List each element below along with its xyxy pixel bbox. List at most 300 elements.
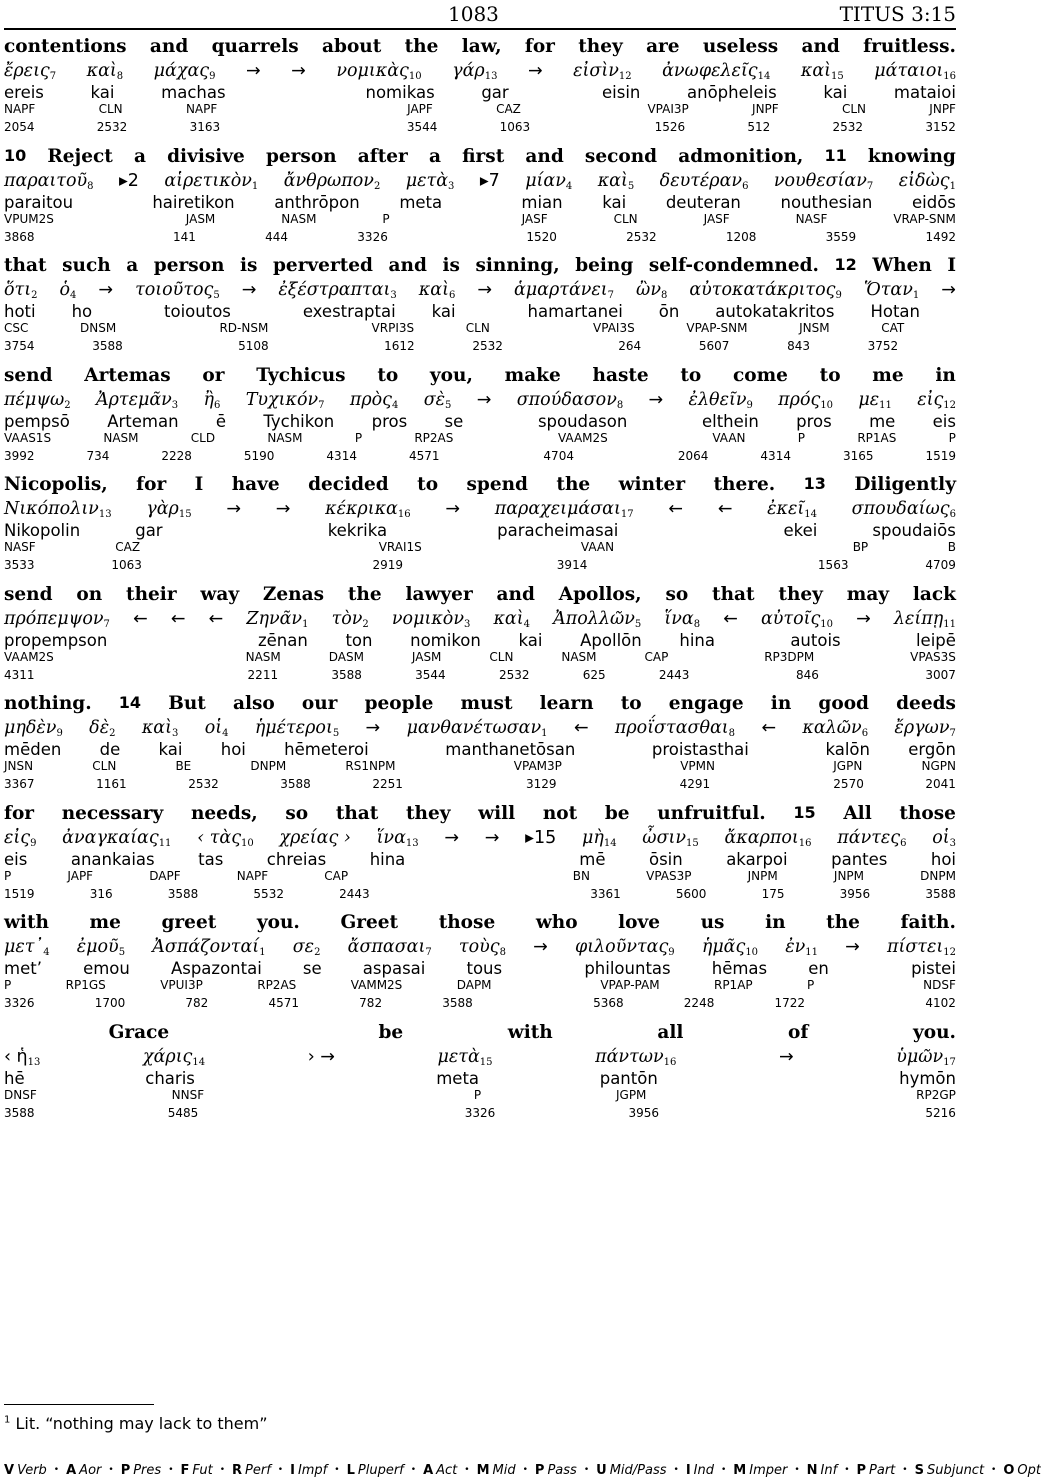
english-line xyxy=(4,474,956,500)
transliteration: ōn xyxy=(658,302,680,321)
greek-text: Ἀπολλῶν xyxy=(553,608,635,629)
greek-text: ← xyxy=(723,608,738,629)
footnote-rule xyxy=(4,1404,154,1405)
legend-key: I xyxy=(685,1462,691,1478)
word-order-number: 10 xyxy=(408,71,422,82)
transliteration: eisin xyxy=(601,83,641,102)
strongs-number: 3129 xyxy=(526,777,557,791)
word-order-number: 13 xyxy=(98,509,112,520)
english-word: to xyxy=(680,364,702,386)
greek-text: πρὸς xyxy=(349,389,392,410)
parsing-code: NASF xyxy=(4,540,36,554)
transliteration: autokatakritos xyxy=(715,302,835,321)
english-word: with xyxy=(507,1021,553,1043)
parsing-code: NASM xyxy=(245,649,281,664)
transliteration: kekrika xyxy=(327,521,388,540)
greek-word xyxy=(205,718,229,742)
word-order-number: 1 xyxy=(302,618,309,630)
legend-value: Imper xyxy=(749,1462,788,1478)
greek-text: ← xyxy=(717,499,733,519)
legend-value: Subjunct xyxy=(926,1462,985,1478)
parsing-code: CLN xyxy=(465,321,490,335)
word-order-number: 17 xyxy=(943,1056,956,1068)
parsing-code: NAPF xyxy=(236,868,269,883)
page-number: 1083 xyxy=(448,2,499,26)
greek-text: καὶ xyxy=(493,608,524,629)
strongs-number: 3956 xyxy=(839,886,871,901)
verse-block xyxy=(0,584,960,694)
english-word: so xyxy=(665,583,689,605)
greek-text: ἄκαρποι xyxy=(724,827,799,848)
english-line xyxy=(4,36,956,62)
greek-text: σπούδασον xyxy=(516,389,617,410)
greek-text: με xyxy=(858,389,880,410)
english-word: a xyxy=(133,145,146,167)
strongs-number: 3752 xyxy=(867,339,899,353)
transliteration: pros xyxy=(796,411,832,431)
greek-text: δὲ xyxy=(89,718,110,738)
greek-word xyxy=(246,61,261,85)
greek-text: → xyxy=(365,718,381,738)
parsing-code: DNSM xyxy=(80,321,117,335)
strongs-number: 2532 xyxy=(472,339,503,353)
strongs-number: 5532 xyxy=(253,886,284,901)
word-order-number: 14 xyxy=(757,71,771,82)
verse-block xyxy=(0,365,960,475)
parsing-code: P xyxy=(354,430,363,445)
strongs-number: 2443 xyxy=(339,886,370,901)
greek-word xyxy=(525,828,556,852)
word-order-number: 9 xyxy=(668,947,675,958)
greek-text: ἄσπασαι xyxy=(347,937,426,957)
greek-word xyxy=(255,718,339,742)
greek-word xyxy=(477,390,492,414)
greek-text: κέκρικα xyxy=(325,499,398,519)
strongs-number: 1612 xyxy=(384,339,415,353)
legend-separator: • xyxy=(794,1465,800,1475)
transliteration: kai xyxy=(158,740,183,759)
greek-text: → xyxy=(291,61,306,81)
strongs-number: 2211 xyxy=(247,667,279,682)
greek-text: → xyxy=(484,827,500,848)
legend-item xyxy=(915,1463,984,1478)
english-word: law, xyxy=(461,36,502,57)
strongs-number: 3588 xyxy=(167,886,199,901)
english-word: winter xyxy=(618,474,686,495)
greek-text: τοὺς xyxy=(458,937,500,957)
english-word: lack xyxy=(912,583,956,605)
strongs-number: 1700 xyxy=(94,996,126,1010)
english-word: Reject xyxy=(47,145,113,167)
transliteration: eis xyxy=(932,411,956,431)
strongs-number: 3367 xyxy=(4,777,35,791)
greek-text: καὶ xyxy=(597,170,628,191)
greek-text: → xyxy=(226,499,241,519)
parsing-code-line xyxy=(4,321,956,337)
word-order-number: 2 xyxy=(64,399,71,411)
greek-word xyxy=(595,1047,676,1071)
word-order-number: 15 xyxy=(479,1056,493,1068)
english-word: will xyxy=(478,802,516,824)
greek-text: ‹ ἡ xyxy=(4,1046,28,1067)
english-word: unfruitful. xyxy=(657,802,766,824)
parsing-code: VRPI3S xyxy=(371,321,415,335)
english-word: Zenas xyxy=(262,583,325,605)
greek-word xyxy=(724,828,811,852)
english-word: make xyxy=(504,364,561,386)
greek-word xyxy=(485,828,500,852)
english-word: about xyxy=(322,36,382,57)
verse-block xyxy=(0,474,960,584)
transliteration: proistasthai xyxy=(651,740,749,759)
verse-block xyxy=(0,36,960,146)
parsing-code: VRAI1S xyxy=(378,540,422,554)
english-word: are xyxy=(646,36,680,57)
greek-word xyxy=(284,171,381,195)
transliteration: Tychikon xyxy=(263,411,335,431)
parsing-code: RP3DPM xyxy=(764,649,815,664)
legend-item xyxy=(4,1463,47,1478)
strongs-number-line xyxy=(4,777,956,793)
strongs-number: 2041 xyxy=(925,777,956,791)
transliteration: ton xyxy=(345,630,373,650)
english-word: fruitless. xyxy=(863,36,956,57)
parsing-code: VPAP-SNM xyxy=(686,321,748,335)
greek-text: οἱ xyxy=(932,827,950,848)
transliteration: kalōn xyxy=(825,740,870,759)
greek-text: Νικόπολιν xyxy=(4,499,99,519)
parsing-code: JAPF xyxy=(407,102,433,116)
english-word: Artemas xyxy=(84,364,171,386)
parsing-code: CLN xyxy=(92,759,117,773)
word-order-number: 4 xyxy=(70,290,77,301)
transliteration: exestraptai xyxy=(302,302,396,321)
greek-word xyxy=(291,61,306,85)
english-word: us xyxy=(700,912,725,933)
parsing-code: JNPF xyxy=(929,102,956,116)
english-word: spend xyxy=(466,474,528,495)
english-word: to xyxy=(377,364,399,386)
legend-value: Inf xyxy=(820,1462,838,1478)
legend-separator: • xyxy=(219,1465,225,1475)
parsing-code: CLD xyxy=(190,430,216,445)
parsing-code: DAPF xyxy=(149,868,181,883)
parsing-code-line xyxy=(4,102,956,118)
parsing-code-line xyxy=(4,212,956,228)
greek-text: νομικὰς xyxy=(336,61,409,81)
greek-word xyxy=(761,609,833,633)
parsing-code: VPAS3S xyxy=(910,649,956,664)
english-word: learn xyxy=(539,693,594,714)
word-order-number: 16 xyxy=(798,837,812,849)
parsing-code: RS1NPM xyxy=(345,759,396,773)
greek-word xyxy=(4,1047,40,1071)
greek-text: ‹ τὰς xyxy=(197,827,242,848)
parsing-code: CLN xyxy=(98,102,123,116)
english-word: faith. xyxy=(900,912,956,933)
legend-item xyxy=(535,1463,577,1478)
greek-word xyxy=(87,61,124,85)
greek-text: › → xyxy=(307,1046,335,1067)
strongs-number: 2248 xyxy=(683,996,715,1010)
english-word: they xyxy=(406,802,451,824)
parsing-code: CAZ xyxy=(496,102,521,116)
strongs-number: 4102 xyxy=(925,996,956,1010)
parsing-code: BE xyxy=(175,759,192,773)
transliteration: paracheimasai xyxy=(497,521,619,540)
english-word: way xyxy=(200,583,240,605)
greek-text: Ἀσπάζονταί xyxy=(152,937,260,957)
english-word: self-condemned. xyxy=(648,255,819,276)
word-order-number: 13 xyxy=(484,71,498,82)
english-word: But xyxy=(168,693,206,714)
transliteration: mian xyxy=(521,192,563,212)
strongs-number: 3326 xyxy=(4,996,35,1010)
transliteration: kai xyxy=(90,83,115,102)
word-order-number: 4 xyxy=(523,618,530,630)
parsing-code: JNSM xyxy=(799,321,830,335)
strongs-number: 141 xyxy=(173,229,196,244)
greek-line xyxy=(4,280,956,304)
greek-word xyxy=(171,609,186,633)
greek-text: ὢν xyxy=(636,280,661,300)
parsing-code: VPAI3S xyxy=(593,321,635,335)
word-order-number: 3 xyxy=(949,837,956,849)
english-word: who xyxy=(535,912,578,933)
strongs-number: 2532 xyxy=(96,120,128,134)
parsing-code: DASM xyxy=(328,649,364,664)
greek-text: → xyxy=(779,1046,794,1067)
legend-separator: • xyxy=(168,1465,174,1475)
greek-text: μετ᾽ xyxy=(4,937,44,957)
english-word: and xyxy=(388,255,427,276)
strongs-number-line xyxy=(4,1106,956,1122)
parsing-code: DAPM xyxy=(456,978,492,992)
greek-word xyxy=(332,609,369,633)
greek-word xyxy=(143,1047,205,1071)
strongs-number: 5190 xyxy=(243,448,275,463)
greek-text: σε xyxy=(292,937,315,957)
greek-line xyxy=(4,718,956,742)
english-word: you. xyxy=(256,912,300,933)
greek-text: καὶ xyxy=(800,61,832,81)
greek-word xyxy=(894,609,956,633)
greek-text: γὰρ xyxy=(146,499,179,519)
parsing-code: DNSF xyxy=(4,1087,37,1102)
legend-value: Part xyxy=(869,1462,896,1478)
greek-word xyxy=(779,1047,794,1071)
legend-separator: • xyxy=(277,1465,284,1475)
english-word: they xyxy=(778,583,823,605)
strongs-number: 4704 xyxy=(543,448,574,463)
word-order-number: 5 xyxy=(445,399,452,411)
english-word: Tychicus xyxy=(256,364,346,386)
legend-item xyxy=(423,1463,457,1478)
parsing-code: RP2AS xyxy=(414,430,454,445)
greek-word xyxy=(4,718,63,742)
greek-text: Ὅταν xyxy=(863,280,913,300)
parsing-code-line xyxy=(4,978,956,994)
strongs-number: 5368 xyxy=(593,996,624,1010)
strongs-number: 3165 xyxy=(842,448,874,463)
greek-text: ἔρεις xyxy=(4,61,50,81)
word-order-number: 6 xyxy=(448,290,456,301)
english-word: that xyxy=(335,802,379,824)
parsing-code: JASM xyxy=(185,211,216,226)
parsing-code: P xyxy=(382,211,390,226)
word-order-number: 8 xyxy=(728,728,736,739)
transliteration-line xyxy=(4,193,956,214)
word-order-number: 6 xyxy=(949,509,956,520)
parsing-code: RP1GS xyxy=(65,978,106,992)
english-line xyxy=(4,1022,956,1048)
strongs-number: 846 xyxy=(795,667,819,682)
strongs-number: 3533 xyxy=(4,558,35,572)
word-order-number: 1 xyxy=(912,290,920,301)
strongs-number-line xyxy=(4,339,956,355)
parsing-code: CLN xyxy=(841,102,867,116)
strongs-number: 2532 xyxy=(188,777,219,791)
greek-word xyxy=(932,828,956,852)
verse-block xyxy=(0,146,960,256)
greek-text: γάρ xyxy=(452,61,485,81)
english-word: Nicopolis, xyxy=(4,474,108,495)
greek-word xyxy=(242,280,257,304)
word-order-number: 6 xyxy=(900,837,907,849)
english-word: knowing xyxy=(867,145,956,167)
strongs-number-line xyxy=(4,120,956,136)
word-order-number: 5 xyxy=(627,180,635,192)
transliteration: en xyxy=(808,959,829,978)
greek-word xyxy=(575,937,675,961)
strongs-number: 2443 xyxy=(658,667,690,682)
greek-word xyxy=(574,718,589,742)
transliteration: Apollōn xyxy=(580,630,642,650)
greek-text: λείπῃ xyxy=(893,608,944,629)
legend-item xyxy=(66,1463,101,1478)
strongs-number: 1722 xyxy=(774,996,806,1010)
greek-text: ἐλθεῖν xyxy=(688,389,747,410)
transliteration: elthein xyxy=(701,411,759,431)
word-order-number: 13 xyxy=(405,837,419,849)
transliteration: hē xyxy=(4,1068,25,1088)
parsing-code: NGPN xyxy=(921,759,956,773)
greek-text: σὲ xyxy=(423,389,446,410)
word-order-number: 8 xyxy=(693,618,701,630)
parsing-code: VAMM2S xyxy=(350,978,403,992)
strongs-number: 3588 xyxy=(925,886,956,901)
greek-text: δευτέραν xyxy=(659,170,743,191)
greek-word xyxy=(533,937,548,961)
parsing-code: CLN xyxy=(613,211,638,226)
transliteration: hina xyxy=(679,630,715,650)
greek-word xyxy=(4,390,71,414)
parsing-code: P xyxy=(4,868,12,883)
greek-word xyxy=(615,718,735,742)
greek-line xyxy=(4,499,956,523)
transliteration: hymōn xyxy=(899,1068,956,1088)
strongs-number: 5108 xyxy=(238,339,269,353)
parsing-code: JNPF xyxy=(752,102,779,116)
legend-key: L xyxy=(346,1462,355,1478)
greek-text: → xyxy=(533,937,548,957)
greek-word xyxy=(246,390,325,414)
greek-text: αὐτοκατάκριτος xyxy=(689,280,836,300)
strongs-number: 175 xyxy=(761,886,785,901)
greek-word xyxy=(325,499,411,523)
parsing-code-line xyxy=(4,540,956,556)
word-order-number: 17 xyxy=(620,509,634,520)
english-word: have xyxy=(231,474,280,495)
english-word: in xyxy=(935,364,956,386)
greek-text: πάντες xyxy=(837,827,901,848)
transliteration: nouthesian xyxy=(780,192,873,212)
greek-word xyxy=(4,609,110,633)
english-word: love xyxy=(618,912,661,933)
english-word: the xyxy=(826,912,860,933)
parsing-code: RP1AP xyxy=(713,978,753,992)
greek-text: οἱ xyxy=(204,718,223,738)
legend-key: F xyxy=(180,1462,190,1478)
greek-word xyxy=(887,937,956,961)
strongs-number: 3956 xyxy=(628,1105,659,1120)
legend-separator: • xyxy=(583,1465,590,1475)
legend-value: Ind xyxy=(693,1462,714,1478)
strongs-number: 5216 xyxy=(925,1105,956,1120)
strongs-number: 1563 xyxy=(817,558,849,572)
legend-separator: • xyxy=(720,1465,727,1475)
word-order-number: 14 xyxy=(603,837,617,849)
transliteration: hina xyxy=(369,849,406,869)
word-order-number: 2 xyxy=(109,728,116,739)
english-word: for xyxy=(524,36,555,57)
transliteration: ereis xyxy=(4,83,44,102)
strongs-number: 1519 xyxy=(925,448,956,463)
english-word: of xyxy=(788,1021,809,1043)
word-order-number: 7 xyxy=(318,399,325,411)
greek-word xyxy=(761,718,776,742)
english-word: person xyxy=(153,255,225,276)
transliteration: ho xyxy=(71,302,93,321)
greek-word xyxy=(689,390,753,414)
parsing-code: NNSF xyxy=(171,1087,205,1102)
english-word: sinning, xyxy=(475,255,560,276)
greek-word xyxy=(142,718,179,742)
greek-text: ἡμέτεροι xyxy=(254,718,333,738)
parsing-code: JAPF xyxy=(67,868,94,883)
word-order-number: 5 xyxy=(634,618,642,630)
legend-item xyxy=(181,1463,213,1478)
strongs-number: 3544 xyxy=(406,120,438,134)
transliteration: aspasai xyxy=(362,959,426,978)
greek-text: μίαν xyxy=(525,170,566,191)
greek-text: χάρις xyxy=(142,1046,193,1067)
english-word: I xyxy=(947,255,956,276)
transliteration-line xyxy=(4,631,956,652)
english-word: our xyxy=(301,693,338,714)
greek-text: μάχας xyxy=(153,61,210,81)
english-word: good xyxy=(818,693,869,714)
strongs-number: 2570 xyxy=(833,777,864,791)
greek-word xyxy=(209,609,224,633)
legend-item xyxy=(232,1463,271,1478)
transliteration: philountas xyxy=(584,959,671,978)
greek-text: καὶ xyxy=(418,280,449,300)
transliteration: kai xyxy=(602,192,627,212)
legend-key: I xyxy=(290,1462,295,1478)
parsing-code: CAT xyxy=(881,321,905,335)
legend-separator: • xyxy=(673,1465,679,1475)
